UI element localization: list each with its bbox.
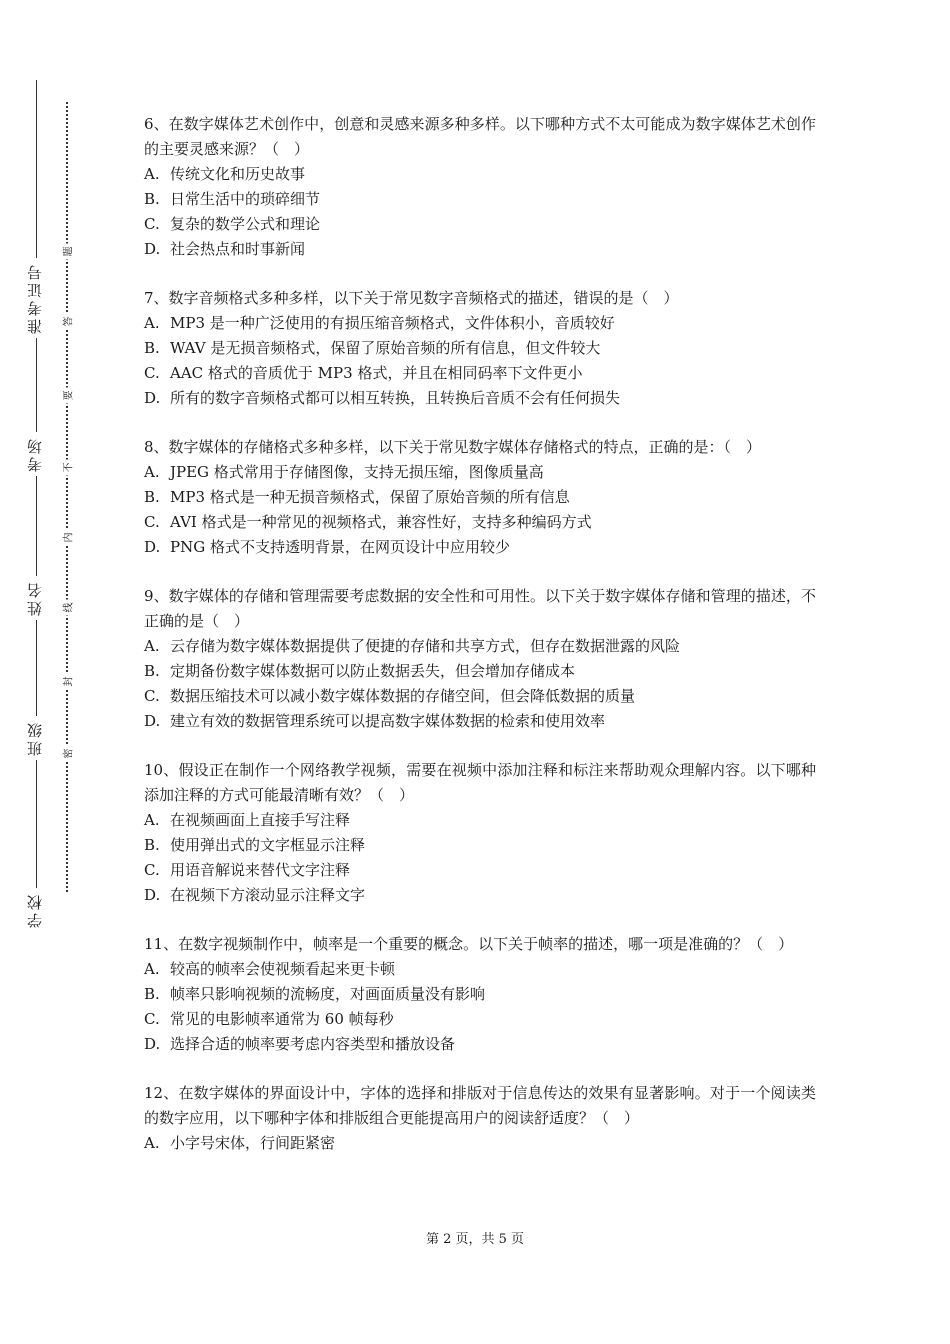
label-exam-room: 考场 bbox=[24, 432, 50, 476]
question-stem: 10、假设正在制作一个网络教学视频，需要在视频中添加注释和标注来帮助观众理解内容。以下哪种添加注释的方式可能最清晰有效？（ ） bbox=[144, 761, 816, 804]
question-stem: 7、数字音频格式多种多样，以下关于常见数字音频格式的描述，错误的是（ ） bbox=[144, 289, 679, 307]
option-d bbox=[144, 237, 816, 262]
option-a bbox=[144, 634, 816, 659]
question-list bbox=[144, 112, 816, 1180]
page-number: 第 2 页，共 5 页 bbox=[425, 1232, 525, 1247]
question-stem: 9、数字媒体的存储和管理需要考虑数据的安全性和可用性。以下关于数字媒体存储和管理的描述，不正确的是（ ） bbox=[144, 587, 816, 630]
option-letter: A. bbox=[144, 165, 160, 183]
option-letter: D. bbox=[144, 712, 161, 730]
option-a bbox=[144, 162, 816, 187]
option-text: 日常生活中的琐碎细节 bbox=[170, 190, 321, 208]
option-letter: D. bbox=[144, 1035, 161, 1053]
option-text: JPEG 格式常用于存储图像，支持无损压缩，图像质量高 bbox=[170, 463, 544, 481]
option-letter: A. bbox=[144, 1134, 160, 1152]
option-letter: B. bbox=[144, 190, 160, 208]
option-c bbox=[144, 361, 816, 386]
option-d bbox=[144, 883, 816, 908]
question-12 bbox=[144, 1081, 816, 1156]
option-text: 在视频下方滚动显示注释文字 bbox=[170, 886, 366, 904]
option-text: 帧率只影响视频的流畅度，对画面质量没有影响 bbox=[170, 985, 486, 1003]
option-text: 所有的数字音频格式都可以相互转换，且转换后音质不会有任何损失 bbox=[170, 389, 621, 407]
option-b bbox=[144, 485, 816, 510]
option-a bbox=[144, 1131, 816, 1156]
seal-char: 封 bbox=[58, 674, 77, 690]
option-c bbox=[144, 684, 816, 709]
question-6 bbox=[144, 112, 816, 262]
option-text: 较高的帧率会使视频看起来更卡顿 bbox=[170, 960, 396, 978]
option-letter: A. bbox=[144, 637, 160, 655]
question-10 bbox=[144, 758, 816, 908]
option-letter: D. bbox=[144, 240, 161, 258]
question-9 bbox=[144, 584, 816, 734]
option-letter: B. bbox=[144, 985, 160, 1003]
option-d bbox=[144, 709, 816, 734]
option-b bbox=[144, 659, 816, 684]
label-name: 姓名 bbox=[24, 576, 50, 620]
option-letter: C. bbox=[144, 215, 160, 233]
option-text: 选择合适的帧率要考虑内容类型和播放设备 bbox=[170, 1035, 456, 1053]
seal-char: 线 bbox=[58, 600, 77, 616]
option-c bbox=[144, 510, 816, 535]
option-letter: B. bbox=[144, 662, 160, 680]
option-letter: C. bbox=[144, 1010, 160, 1028]
option-a bbox=[144, 460, 816, 485]
option-letter: C. bbox=[144, 861, 160, 879]
seal-char: 要 bbox=[58, 388, 77, 404]
option-letter: A. bbox=[144, 811, 160, 829]
option-letter: D. bbox=[144, 886, 161, 904]
question-stem: 6、在数字媒体艺术创作中，创意和灵感来源多种多样。以下哪种方式不太可能成为数字媒体艺术创作的主要灵感来源？（ ） bbox=[144, 115, 816, 158]
option-b bbox=[144, 833, 816, 858]
option-letter: C. bbox=[144, 364, 160, 382]
option-letter: D. bbox=[144, 389, 161, 407]
option-letter: A. bbox=[144, 314, 160, 332]
label-exam-number: 准考证号 bbox=[24, 258, 50, 338]
option-d bbox=[144, 535, 816, 560]
option-text: 复杂的数学公式和理论 bbox=[170, 215, 321, 233]
binding-solid-line bbox=[36, 80, 37, 920]
option-letter: B. bbox=[144, 339, 160, 357]
question-stem: 12、在数字媒体的界面设计中，字体的选择和排版对于信息传达的效果有显著影响。对于一个阅读类的数字应用，以下哪种字体和排版组合更能提高用户的阅读舒适度？（ ） bbox=[144, 1084, 816, 1127]
seal-dotted-line bbox=[66, 102, 68, 892]
label-school: 学校 bbox=[24, 888, 50, 932]
option-b bbox=[144, 982, 816, 1007]
label-class: 班级 bbox=[24, 716, 50, 760]
question-stem: 8、数字媒体的存储格式多种多样，以下关于常见数字媒体存储格式的特点，正确的是：（ ） bbox=[144, 438, 762, 456]
binding-margin bbox=[22, 80, 82, 940]
option-b bbox=[144, 187, 816, 212]
option-text: 常见的电影帧率通常为 60 帧每秒 bbox=[170, 1010, 394, 1028]
option-letter: D. bbox=[144, 538, 161, 556]
option-c bbox=[144, 212, 816, 237]
option-text: 建立有效的数据管理系统可以提高数字媒体数据的检索和使用效率 bbox=[170, 712, 606, 730]
option-letter: C. bbox=[144, 513, 160, 531]
option-text: 社会热点和时事新闻 bbox=[170, 240, 306, 258]
option-text: 小字号宋体，行间距紧密 bbox=[170, 1134, 336, 1152]
option-text: 传统文化和历史故事 bbox=[170, 165, 306, 183]
seal-char: 答 bbox=[58, 314, 77, 330]
option-text: MP3 是一种广泛使用的有损压缩音频格式，文件体积小，音质较好 bbox=[170, 314, 615, 332]
seal-char: 不 bbox=[58, 460, 77, 476]
option-text: PNG 格式不支持透明背景，在网页设计中应用较少 bbox=[170, 538, 510, 556]
seal-char: 内 bbox=[58, 530, 77, 546]
option-text: 用语音解说来替代文字注释 bbox=[170, 861, 351, 879]
seal-char: 密 bbox=[58, 746, 77, 762]
question-8 bbox=[144, 435, 816, 560]
option-text: WAV 是无损音频格式，保留了原始音频的所有信息，但文件较大 bbox=[170, 339, 601, 357]
option-b bbox=[144, 336, 816, 361]
question-11 bbox=[144, 932, 816, 1057]
seal-char: 题 bbox=[58, 244, 77, 260]
option-d bbox=[144, 1032, 816, 1057]
option-text: 云存储为数字媒体数据提供了便捷的存储和共享方式，但存在数据泄露的风险 bbox=[170, 637, 681, 655]
option-letter: C. bbox=[144, 687, 160, 705]
option-text: 数据压缩技术可以减小数字媒体数据的存储空间，但会降低数据的质量 bbox=[170, 687, 636, 705]
option-a bbox=[144, 311, 816, 336]
option-text: 在视频画面上直接手写注释 bbox=[170, 811, 351, 829]
option-a bbox=[144, 957, 816, 982]
option-letter: B. bbox=[144, 488, 160, 506]
option-letter: B. bbox=[144, 836, 160, 854]
option-text: 使用弹出式的文字框显示注释 bbox=[170, 836, 366, 854]
option-letter: A. bbox=[144, 960, 160, 978]
question-stem: 11、在数字视频制作中，帧率是一个重要的概念。以下关于帧率的描述，哪一项是准确的？（ ） bbox=[144, 935, 794, 953]
option-c bbox=[144, 858, 816, 883]
option-d bbox=[144, 386, 816, 411]
question-7 bbox=[144, 286, 816, 411]
option-text: 定期备份数字媒体数据可以防止数据丢失，但会增加存储成本 bbox=[170, 662, 576, 680]
option-c bbox=[144, 1007, 816, 1032]
option-text: AVI 格式是一种常见的视频格式，兼容性好，支持多种编码方式 bbox=[170, 513, 592, 531]
option-letter: A. bbox=[144, 463, 160, 481]
option-text: MP3 格式是一种无损音频格式，保留了原始音频的所有信息 bbox=[170, 488, 570, 506]
option-text: AAC 格式的音质优于 MP3 格式，并且在相同码率下文件更小 bbox=[170, 364, 583, 382]
option-a bbox=[144, 808, 816, 833]
